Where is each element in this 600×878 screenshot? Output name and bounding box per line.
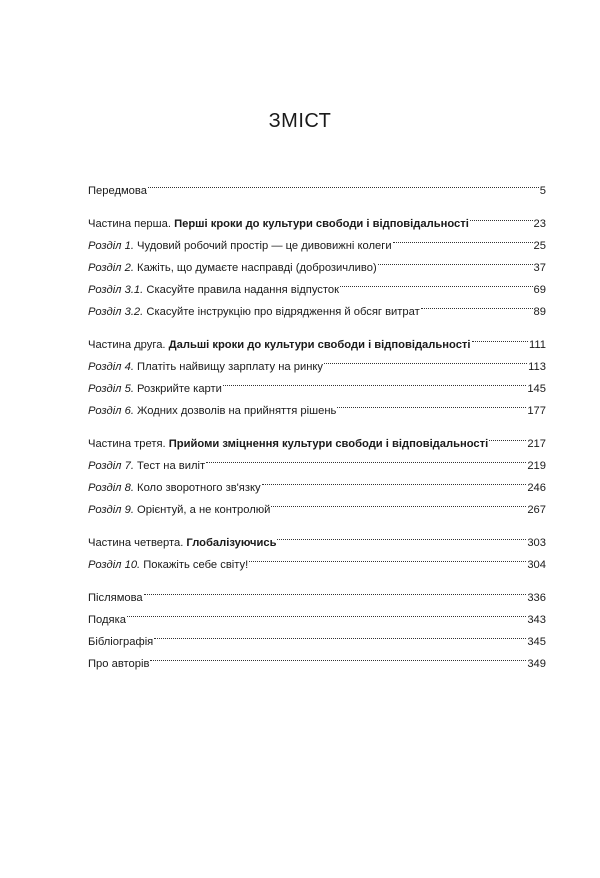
dot-leader: [472, 326, 528, 348]
dot-leader: [154, 623, 526, 645]
page-number: 37: [533, 262, 546, 274]
dot-leader: [249, 546, 526, 568]
chapter-title: Платіть найвищу зарплату на ринку: [133, 361, 323, 373]
page-number: 111: [528, 339, 546, 351]
dot-leader: [127, 601, 526, 623]
dot-leader: [340, 271, 533, 293]
dot-leader: [262, 469, 527, 491]
part-title: Дальші кроки до культури свободи і відповідальності: [168, 339, 471, 351]
dot-leader: [421, 293, 533, 315]
page-number: 349: [527, 658, 546, 670]
entry-label: [88, 235, 392, 257]
chapter-prefix: Розділ 7.: [88, 460, 134, 472]
chapter-prefix: Розділ 6.: [88, 405, 134, 417]
chapter-prefix: Розділ 5.: [88, 383, 134, 395]
chapter-prefix: Розділ 1.: [88, 240, 134, 252]
part-prefix: Частина друга.: [88, 339, 169, 351]
toc-entry-afterword: [88, 579, 546, 604]
page-number: 219: [527, 460, 546, 472]
entry-label: [88, 257, 377, 279]
toc-entry-preface: [88, 172, 546, 197]
entry-label: Передмова: [88, 185, 147, 197]
dot-leader: [150, 645, 526, 667]
part-title: Прийоми зміцнення культури свободи і відповідальності: [168, 438, 489, 450]
entry-label: [88, 499, 270, 521]
entry-label: [88, 554, 248, 576]
page-number: 343: [527, 614, 546, 626]
page-number: 5: [539, 185, 546, 197]
page-number: 89: [533, 306, 546, 318]
chapter-prefix: Розділ 3.1.: [88, 284, 144, 296]
dot-leader: [470, 205, 533, 227]
page-title: ЗМІСТ: [268, 110, 332, 132]
part-title: Глобалізуючись: [186, 537, 277, 549]
page-number: 336: [527, 592, 546, 604]
chapter-title: Чудовий робочий простір — це дивовижні колеги: [133, 240, 392, 252]
page-number: 23: [533, 218, 546, 230]
dot-leader: [144, 579, 527, 601]
part-title: Перші кроки до культури свободи і відповідальності: [174, 218, 469, 230]
chapter-prefix: Розділ 3.2.: [88, 306, 144, 318]
entry-label: [88, 477, 261, 499]
chapter-title: Скасуйте інструкцію про відрядження й обсяг витрат: [143, 306, 420, 318]
chapter-title: Коло зворотного зв'язку: [133, 482, 261, 494]
part-prefix: Частина четверта.: [88, 537, 187, 549]
dot-leader: [337, 392, 526, 414]
entry-label: Бібліографія: [88, 636, 154, 648]
dot-leader: [378, 249, 533, 271]
chapter-prefix: Розділ 10.: [88, 559, 141, 571]
chapter-title: Покажіть себе світу!: [140, 559, 249, 571]
chapter-title: Розкрийте карти: [133, 383, 222, 395]
page-number: 69: [533, 284, 546, 296]
page-number: 345: [527, 636, 546, 648]
dot-leader: [277, 524, 526, 546]
toc-entry-part-2: [88, 326, 546, 351]
part-prefix: Частина перша.: [88, 218, 175, 230]
page-number: 177: [527, 405, 546, 417]
dot-leader: [324, 348, 527, 370]
dot-leader: [489, 425, 526, 447]
entry-label: [88, 532, 276, 554]
toc-entry-authors: [88, 645, 546, 670]
chapter-title: Орієнтуй, а не контролюй: [133, 504, 271, 516]
toc-entry-part-3: [88, 425, 546, 450]
chapter-prefix: Розділ 2.: [88, 262, 134, 274]
entry-label: [88, 301, 420, 323]
chapter-prefix: Розділ 8.: [88, 482, 134, 494]
page-number: 145: [527, 383, 546, 395]
chapter-prefix: Розділ 4.: [88, 361, 134, 373]
entry-label: [88, 400, 336, 422]
entry-label: Післямова: [88, 592, 143, 604]
part-prefix: Частина третя.: [88, 438, 169, 450]
chapter-title: Жодних дозволів на прийняття рішень: [133, 405, 337, 417]
dot-leader: [206, 447, 526, 469]
toc-entry-thanks: [88, 601, 546, 626]
entry-label: Про авторів: [88, 658, 150, 670]
page-number: 217: [527, 438, 546, 450]
dot-leader: [148, 172, 539, 194]
table-of-contents: [88, 172, 546, 670]
dot-leader: [393, 227, 533, 249]
page-number: 303: [527, 537, 546, 549]
dot-leader: [271, 491, 526, 513]
dot-leader: [223, 370, 526, 392]
page-number: 25: [533, 240, 546, 252]
page-number: 304: [527, 559, 546, 571]
entry-label: [88, 455, 205, 477]
chapter-title: Тест на виліт: [133, 460, 206, 472]
entry-label: [88, 378, 222, 400]
page-number: 267: [527, 504, 546, 516]
chapter-prefix: Розділ 9.: [88, 504, 134, 516]
page-number: 113: [528, 361, 546, 373]
entry-label: [88, 279, 339, 301]
chapter-title: Скасуйте правила надання відпусток: [143, 284, 339, 296]
chapter-title: Кажіть, що думаєте насправді (доброзичливо): [133, 262, 377, 274]
toc-entry-bibliography: [88, 623, 546, 648]
toc-entry-part-4: [88, 524, 546, 549]
toc-entry-part-1: [88, 205, 546, 230]
page-number: 246: [527, 482, 546, 494]
entry-label: Подяка: [88, 614, 126, 626]
